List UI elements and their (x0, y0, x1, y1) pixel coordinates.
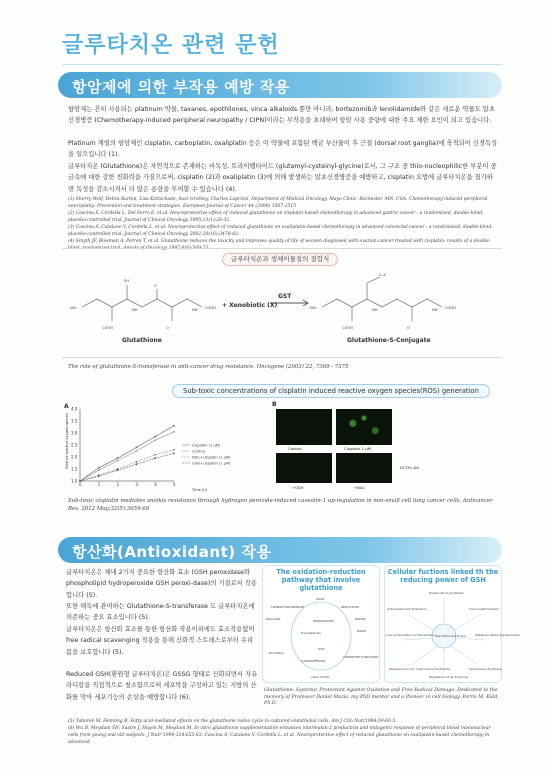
section-heading-antioxidant: 항산화(Antioxidant) 작용 (58, 537, 502, 563)
y-tick-label: 2.5 (71, 442, 78, 448)
chart-legend (182, 444, 231, 466)
svg-text:O: O (154, 284, 157, 288)
node-s-transferase: S-TRANSFERASE (301, 659, 326, 663)
section2-references (68, 718, 498, 746)
svg-text:NH: NH (432, 308, 438, 312)
panel-a-label: A (64, 403, 69, 410)
glutathione-conjugation-figure (62, 248, 502, 358)
reference-1: (1) Sherry Wolf, Debra Barton, Lisa Kottschade, Axel Grothey, Charles Loprinzi, Department of Medical Oncology, Mayo Clinic, Rochester, MN, USA. Chemotherapy-induced peripheral neuropathy: Prevention and treatment strategies. European Journal of Cancer 44 (2008) 1507-1515 (68, 197, 488, 209)
data-point (173, 449, 175, 451)
ros-figure (62, 385, 502, 493)
figure2-caption: Sub-toxic cisplatin mediates anoikis resistance through hydrogen peroxide-induced caveolin-1 up-regulation in non-small cell lung cancer cells. Anticancer Res. 2012 May;32(5):3659-69 (68, 498, 493, 512)
micrograph-control (276, 409, 332, 445)
conjugation-structures (62, 267, 502, 357)
reference-4: (4) Smyth JF, Bowman A, Perren T, et al. Glutathione reduces the toxicity and improves quality of life of women diagnosed with ovarian cancer treated with cisplatin: results of a double-blind, randomized trial. Annals of Oncology 1997;8(6):569-73. (68, 239, 491, 251)
data-point (154, 454, 156, 456)
x-tick-label: 0 (79, 482, 82, 487)
fn-cell-growth: Cell Growth Division (469, 607, 500, 611)
svg-text:NH₂: NH₂ (70, 306, 77, 310)
micrograph-cisplatin (336, 409, 392, 445)
micro-label-gsh: +GSH (292, 485, 304, 490)
legend-item: Control (192, 449, 205, 454)
reference-5: (5) Taborek M, Henning B. Fatty acid-mediated effects on the glutathione redox cycle in cultured endothelial cells. Am J Clin Nutr1994;59:60-5. (68, 719, 397, 724)
svg-text:NH: NH (132, 308, 138, 312)
y-tick-label: 2.0 (71, 454, 78, 460)
micro-label-nac: +NAC (354, 485, 366, 490)
micro-side-label: DCFH₂-DA (400, 465, 419, 470)
y-tick-label: 1.0 (71, 478, 78, 484)
xenobiotic-label: + Xenobiotic (X) (222, 302, 278, 309)
reference-3: (3) Cascinu S, Catalano V, Cordella L, et al. Neuroprotective effect of reduced glutathione on oxaliplatin-based chemotherapy in advanced colorectal cancer : a randomized, double-blind, placebo-controlled trial. Journal of Clinical Oncology 2002;20(16):3478-83. (68, 225, 493, 237)
node-free-radicals: Free Radicals (301, 631, 321, 635)
data-point (154, 457, 156, 459)
micro-label-cisplatin: Cisplatin 1 μM (344, 446, 371, 451)
section2-paragraph-4: Reduced GSH(환원형 글루타치온)은 GSSG 형태로 산화되면서 자유 라디칼을 직접적으로 청소함으로써 세포막을 구성하고 있는 지방의 산화를 막아 세포기능의 손상을 예방합니다 (6). (66, 671, 258, 701)
chart-x-label: Time (h) (192, 488, 208, 492)
series-line (80, 450, 174, 481)
micrograph-nac (336, 453, 392, 483)
node-gsh: GSH (318, 647, 325, 651)
section2-paragraph-2: 또한 해독에 관여하는 Glutathione-S-transferase 도 글루타치온에 의존하는 중요 효소입니다 (5). (66, 603, 255, 622)
svg-text:SH: SH (124, 279, 129, 283)
section1-paragraph-2: Platinum 계열의 항암제인 cisplatin, carboplatin, oxaliplatin 등은 이 약물에 포함된 백금 부산물이 후 근절 (dorsal root ganglia)에 축적되어 신경독성을 일으킵니다 (1). (68, 140, 498, 159)
section1-references (68, 196, 498, 252)
glutathione-label: Glutathione (122, 337, 162, 344)
diagram-caption: Glutathione: Systemic Protectant Against Oxidative and Free Radical Damage. Dedicated to the memory of Professor Daniel Mazia, my PhD mentor and a Pioneer in cell biology. Parris M. Kidd, Ph.D. (264, 688, 500, 706)
svg-text:COOH: COOH (342, 326, 353, 330)
section1-paragraph-3: 글루타치온 (Glutathione)은 자연적으로 존재하는 비독성, 트라이펩타이드 (glutamyl-cysteinyl-glycine)로서, 그 구조 중 thio-nucleophilic한 부분이 중금속에 대한 강한 친화력을 가짐으로써, cisplatin (2)과 oxaliplatin (3)에 의해 발생하는 말초신경병증을 예방하고, cisplatin 요법에 글루타치온을 첨가하면 독성을 감소시켜서 더 많은 용량을 투여할 수 있습니다 (4). (68, 163, 497, 193)
fn-gsh-reducing: GSH Reducing Power (435, 634, 467, 638)
panel-b-label: B (272, 401, 277, 408)
svg-text:COOH: COOH (102, 326, 113, 330)
data-point (136, 450, 138, 452)
x-tick-label: 1 (97, 482, 101, 487)
microscopy-panel (272, 401, 502, 493)
svg-text:O: O (407, 326, 410, 330)
title-divider (62, 64, 502, 65)
data-point (173, 431, 175, 433)
svg-text:NH: NH (372, 308, 378, 312)
fn-metabolic: Metabolic Reducing Reactions (475, 633, 520, 637)
legend-item: NAC+cisplatin (1 μM) (192, 455, 231, 460)
data-point (154, 436, 156, 438)
y-tick-label: 4.0 (71, 406, 78, 412)
node-gssg: GSSG (316, 597, 325, 601)
data-point (98, 467, 100, 469)
data-point (117, 469, 119, 471)
legend-item: GSH+cisplatin (1 μM) (192, 461, 231, 466)
node-peroxidases: PEROXIDASES (313, 619, 334, 623)
fn-protein: Protein Struc.Synthesis (429, 591, 464, 595)
redox-diagram-title: The oxidation-reduction pathway that involve glutathione (276, 568, 366, 592)
data-point (136, 447, 138, 449)
node-detoxifier: Detoxifier (266, 617, 281, 621)
figure1-caption: The role of glutathione-S-transferase in anti-cancer drug resistance. Oncogene (2003) 22, 7369 - 7375 (68, 364, 349, 370)
ros-line-chart (62, 401, 262, 493)
figure1-header: 글루타치온과 생체이물질의 결합식 (222, 253, 338, 266)
series-line (80, 432, 174, 481)
data-point (117, 460, 119, 462)
data-point (136, 461, 138, 463)
fn-enzyme-regulation: Regulation of Gli Enzymes (429, 675, 469, 679)
data-point (117, 457, 119, 459)
section2-paragraph-1: 글루타치온은 체내 2가지 중요한 항산화 효소 (GSH peroxidase와 phospholipid hydroperoxide GSH peroxi-dase)의 기질로서 작용합니다 (5). (66, 569, 257, 599)
data-point (98, 469, 100, 471)
data-point (136, 463, 138, 465)
svg-text:O: O (166, 326, 169, 330)
gst-arrow-label: GST (278, 293, 292, 300)
svg-text:COOH: COOH (205, 306, 216, 310)
node-nadp: NADP (357, 629, 366, 633)
section1-paragraph-1: 항암제는 흔히 사용되는 platinum 약물, taxanes, epothilones, vinca alkaloids 뿐만 아니라, bortezomib과 lenolidamide와 같은 새로운 약물도 말초신경병증 (Chemotherapy-induced peripheral neuropathy / CIPN)이라는 부작용을 초래하며 항암 사용 중량에 대한 주요 제한 요인이 되고 있습니다. (68, 106, 495, 125)
x-tick-label: 5 (173, 482, 176, 487)
node-transhydrogenase: TRANSHYDROGENASE (271, 605, 305, 609)
fn-antioxidant: Antioxidant Cell Protection (387, 607, 427, 611)
fn-xenobiotics: Low Consumption of Xenobiotics (386, 633, 435, 637)
y-tick-label: 3.5 (71, 418, 78, 424)
node-reductase: REDUCTASE (341, 605, 360, 609)
section-heading-side-effects: 항암제에 의한 부작용 예방 작용 (58, 72, 502, 98)
gsh-functions-title: Cellular fuctions linked th the reducing power of GSH (387, 568, 499, 584)
data-point (98, 475, 100, 477)
micro-label-control: Control (288, 446, 302, 451)
legend-item: Cisplatin (1 μM) (192, 443, 221, 448)
node-nadph: NADPH (355, 617, 366, 621)
x-tick-label: 3 (135, 482, 138, 487)
x-tick-label: 4 (154, 482, 157, 487)
y-tick-label: 1.5 (71, 466, 78, 472)
fn-uv-resistance: Resistance to UV, Light,Ozone Protection (389, 667, 451, 671)
conjugate-label: Glutathione-S-Conjugate (347, 337, 431, 344)
data-point (173, 453, 175, 455)
svg-text:NH: NH (192, 308, 198, 312)
data-point (79, 480, 81, 482)
reference-6: (6) Wu D, Meydani SN, Sastre J, Hayek M, Meydani M. In vitro glutathione supplementation enhances interleukin-2 production and mitogenic response of peripheral blood mononuclear cells from young and old subjects. J Nutr 1994;124:655-63. Cascinu S, Catalano V, Cordella L, et al. Neuroprotective effect of reduced glutathione on oxaliplatin-based chemotherapy in advanced (68, 726, 491, 745)
section2-paragraph-3: 글루타치온은 항산화 효소를 통한 항산화 작용이외에도 효소작용없이 free radical scavenging 작용을 통해 산화적 스트레스로부터 우리 몸을 보호합니다 (5). (66, 626, 255, 656)
series-line (80, 453, 174, 481)
data-point (154, 439, 156, 441)
reference-2: (2) Cascinu S, Cordella L, Del Ferro E, et al. Neuroprotective effect of reduced glutathione on cisplatin-based chemotherapy in advanced gastric cancer : a randomized, double-blind, placebo-controlled trial. Journal of Clinical Oncology 1995;13(1):26-32. (68, 211, 484, 223)
figure2-header: Sub-toxic concentrations of cisplatin induced reactive oxygen species(ROS) generation (172, 384, 490, 398)
page-title: 글루타치온 관련 문헌 (62, 33, 280, 58)
svg-text:S–X: S–X (379, 273, 386, 277)
data-point (173, 425, 175, 427)
chart-y-label: Relative reactive oxygen species (65, 413, 69, 469)
svg-text:NH₂: NH₂ (310, 306, 317, 310)
svg-text:COOH: COOH (445, 306, 456, 310)
node-glu-cycle: γGLU CYCLE (311, 675, 330, 679)
y-tick-label: 3.0 (71, 430, 78, 436)
micrograph-gsh (276, 453, 332, 483)
gsh-functions-diagram (384, 565, 520, 683)
x-tick-label: 2 (116, 482, 120, 487)
node-disulfides: Disulfides (269, 651, 284, 655)
node-coenzyme: COENZYME FUNCTIONS (343, 655, 379, 659)
fn-leukotriene: Leukotriene Synthesis (469, 667, 503, 671)
redox-pathway-diagram (262, 565, 380, 683)
